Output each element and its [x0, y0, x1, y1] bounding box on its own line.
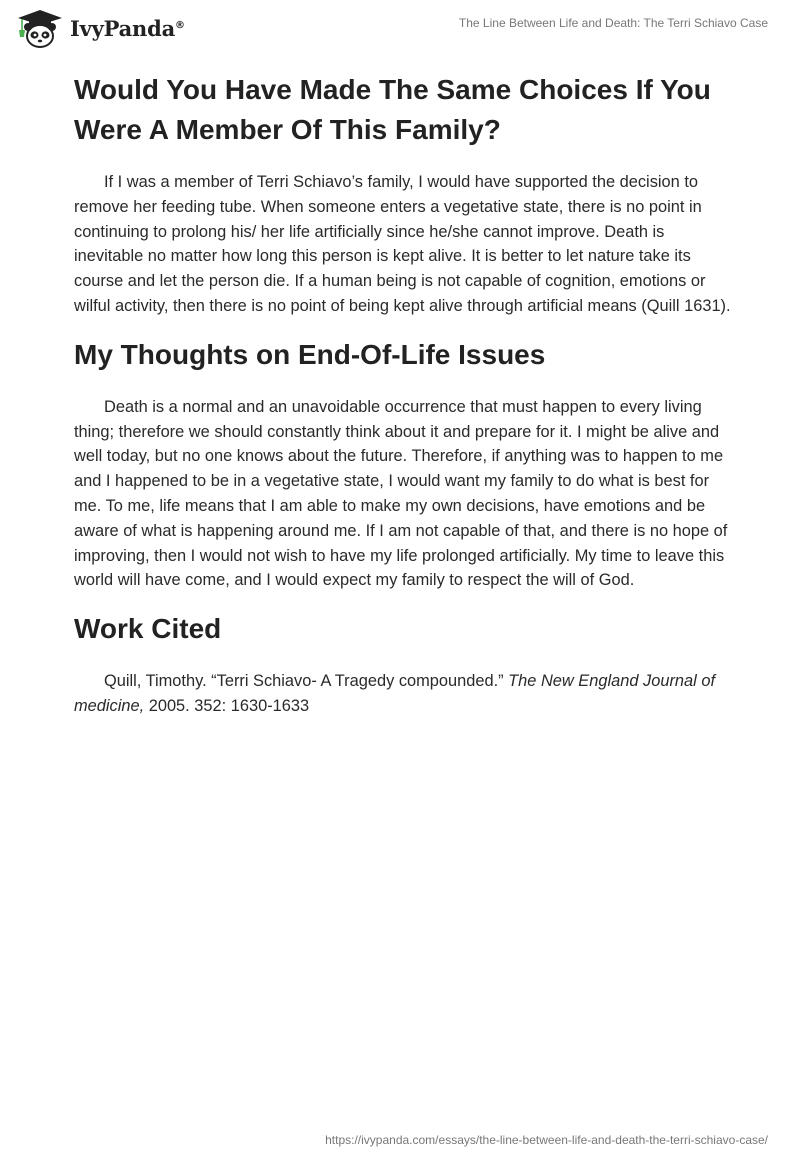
citation-author-title: Quill, Timothy. “Terri Schiavo- A Tragedy compounded.” [104, 672, 509, 691]
footer-url[interactable]: https://ivypanda.com/essays/the-line-between-life-and-death-the-terri-schiavo-case/ [325, 1133, 768, 1147]
section-heading-work-cited: Work Cited [74, 613, 222, 645]
citation-details: 2005. 352: 1630-1633 [144, 696, 310, 715]
page-header [0, 0, 800, 60]
essay-content [74, 70, 734, 719]
document-title: The Line Between Life and Death: The Terri Schiavo Case [458, 16, 768, 30]
section-heading-choices: Would You Have Made The Same Choices If You Were A Member Of This Family? [74, 74, 711, 145]
paragraph-thoughts: Death is a normal and an unavoidable occurrence that must happen to every living thing; therefore we should constantly think about it and prepare for it. I might be alive and well today, but no one knows about the future. Therefore, if anything was to happen to me and I happened to be in a vegetative state, I would want my family to do what is best for me. To me, life means that I am able to make my own decisions, have emotions and be aware of what is happening around me. If I am not capable of that, and there is no hope of improving, then I would not wish to have my life prolonged artificially. My time to leave this world will have come, and I would expect my family to respect the will of God. [74, 397, 728, 590]
citation-journal: The New England Journal of medicine, [74, 672, 715, 715]
section-heading-thoughts: My Thoughts on End-Of-Life Issues [74, 338, 546, 370]
panda-graduation-cap-icon [16, 8, 64, 48]
citation-entry [74, 669, 734, 719]
logo-text: IvyPanda® [70, 15, 185, 41]
paragraph-choices: If I was a member of Terri Schiavo’s family, I would have supported the decision to remove her feeding tube. When someone enters a vegetative state, there is no point in continuing to prolong his/ her life artificially since he/she cannot improve. Death is inevitable no matter how long this person is kept alive. It is better to let nature take its course and let the person die. If a human being is not capable of cognition, emotions or wilful activity, then there is no point of being kept alive through artificial means (Quill 1631). [74, 173, 731, 315]
logo[interactable] [16, 8, 185, 48]
registered-mark: ® [175, 19, 185, 31]
